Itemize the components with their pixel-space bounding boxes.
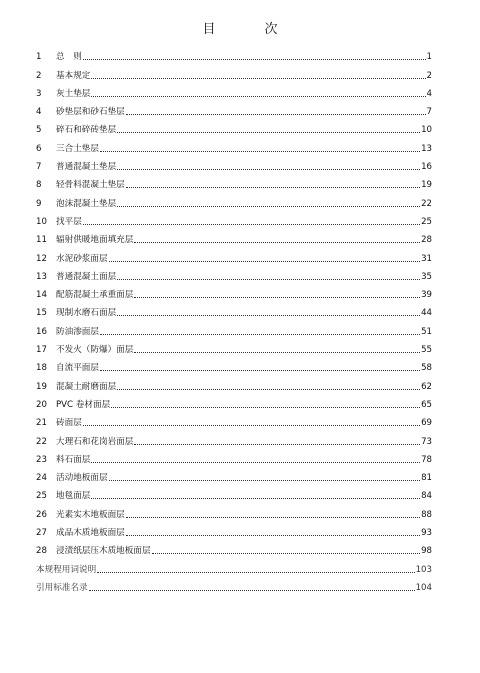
dot-leader <box>111 406 420 408</box>
toc-entry-page-number: 69 <box>421 418 432 429</box>
toc-entry-title: 浸渍纸层压木质地板面层 <box>56 546 151 557</box>
toc-entry-title: 自流平面层 <box>56 363 99 374</box>
toc-entry-number: 17 <box>36 345 47 356</box>
toc-entry-number: 20 <box>36 399 47 410</box>
toc-entry-page-number: 4 <box>426 88 432 99</box>
toc-entry-number: 7 <box>36 162 42 173</box>
toc-entry-number: 11 <box>36 235 47 246</box>
toc-entry-page-number: 58 <box>421 363 432 374</box>
toc-entry-number: 1 <box>36 52 42 63</box>
toc-entry-page-number: 55 <box>421 345 432 356</box>
toc-entry-page-number: 28 <box>421 235 432 246</box>
dot-leader <box>100 333 420 335</box>
dot-leader <box>100 150 420 152</box>
toc-entry-title: 现制水磨石面层 <box>56 308 117 319</box>
toc-entry-page-number: 35 <box>421 271 432 282</box>
toc-entry-page-number: 65 <box>421 399 432 410</box>
toc-entry[interactable] <box>36 44 432 62</box>
dot-leader <box>91 461 420 463</box>
toc-entry-title: 光素实木地板面层 <box>56 509 125 520</box>
toc-entry-number: 6 <box>36 143 42 154</box>
dot-leader <box>126 186 420 188</box>
toc-entry-number: 13 <box>36 271 47 282</box>
toc-entry-number: 10 <box>36 216 47 227</box>
dot-leader <box>134 296 420 298</box>
toc-entry-title: 防油渗面层 <box>56 326 99 337</box>
toc-entry-number: 12 <box>36 253 47 264</box>
toc-entry-number: 15 <box>36 308 47 319</box>
table-of-contents <box>36 44 432 593</box>
toc-entry[interactable] <box>36 135 432 153</box>
toc-entry[interactable] <box>36 117 432 135</box>
dot-leader <box>91 77 425 79</box>
toc-entry[interactable] <box>36 373 432 391</box>
toc-entry-number: 9 <box>36 198 42 209</box>
toc-entry-page-number: 31 <box>421 253 432 264</box>
toc-entry-title: 料石面层 <box>56 454 91 465</box>
toc-entry[interactable] <box>36 520 432 538</box>
dot-leader <box>89 589 415 591</box>
toc-entry-title: 基本规定 <box>56 70 91 81</box>
toc-entry-title: 普通混凝土面层 <box>56 271 117 282</box>
toc-entry-page-number: 19 <box>421 180 432 191</box>
toc-entry-title: 砂垫层和砂石垫层 <box>56 107 125 118</box>
toc-entry-number: 5 <box>36 125 42 136</box>
toc-entry-number: 14 <box>36 290 47 301</box>
toc-entry-title: 大理石和花岗岩面层 <box>56 436 134 447</box>
toc-entry-number: 25 <box>36 491 47 502</box>
toc-entry-page-number: 62 <box>421 381 432 392</box>
dot-leader <box>117 205 420 207</box>
dot-leader <box>117 131 420 133</box>
toc-entry-page-number: 13 <box>421 143 432 154</box>
dot-leader <box>126 516 420 518</box>
toc-entry-title: 辐射供暖地面填充层 <box>56 235 134 246</box>
toc-entry-title: 普通混凝土垫层 <box>56 162 117 173</box>
toc-entry-page-number: 78 <box>421 454 432 465</box>
toc-entry-number: 26 <box>36 509 47 520</box>
toc-entry[interactable] <box>36 172 432 190</box>
toc-entry-title: 地毯面层 <box>56 491 91 502</box>
toc-entry-title: 砖面层 <box>56 418 82 429</box>
dot-leader <box>91 497 420 499</box>
dot-leader <box>109 260 420 262</box>
dot-leader <box>83 424 420 426</box>
toc-entry-page-number: 7 <box>426 107 432 118</box>
toc-entry-title: 找平层 <box>56 216 82 227</box>
toc-appendix-entry[interactable] <box>36 556 432 574</box>
toc-entry[interactable] <box>36 99 432 117</box>
toc-entry-number: 21 <box>36 418 47 429</box>
toc-entry[interactable] <box>36 190 432 208</box>
toc-entry-page-number: 88 <box>421 509 432 520</box>
toc-entry[interactable] <box>36 62 432 80</box>
toc-entry-page-number: 98 <box>421 546 432 557</box>
toc-entry[interactable] <box>36 245 432 263</box>
toc-entry-title: 水泥砂浆面层 <box>56 253 108 264</box>
toc-entry[interactable] <box>36 81 432 99</box>
toc-entry-title: 本规程用词说明 <box>36 564 97 575</box>
toc-entry-page-number: 16 <box>421 162 432 173</box>
toc-entry-title: 碎石和碎砖垫层 <box>56 125 117 136</box>
dot-leader <box>117 278 420 280</box>
dot-leader <box>109 479 420 481</box>
toc-entry-page-number: 2 <box>426 70 432 81</box>
dot-leader <box>97 571 414 573</box>
toc-entry-title: 三合土垫层 <box>56 143 99 154</box>
toc-entry[interactable] <box>36 209 432 227</box>
toc-entry[interactable] <box>36 465 432 483</box>
toc-entry-number: 27 <box>36 528 47 539</box>
toc-entry-page-number: 93 <box>421 528 432 539</box>
toc-entry-title: 总 则 <box>56 52 82 63</box>
toc-entry[interactable] <box>36 392 432 410</box>
toc-entry-number: 2 <box>36 70 42 81</box>
toc-entry-title: 不发火（防爆）面层 <box>56 345 134 356</box>
dot-leader <box>134 443 420 445</box>
toc-entry[interactable] <box>36 282 432 300</box>
toc-entry[interactable] <box>36 227 432 245</box>
toc-entry[interactable] <box>36 318 432 336</box>
toc-entry-page-number: 1 <box>426 52 432 63</box>
toc-entry-number: 3 <box>36 88 42 99</box>
toc-entry-title: 混凝土耐磨面层 <box>56 381 117 392</box>
toc-entry-number: 16 <box>36 326 47 337</box>
toc-entry[interactable] <box>36 264 432 282</box>
dot-leader <box>83 223 420 225</box>
dot-leader <box>91 95 425 97</box>
toc-entry-title: 成品木质地板面层 <box>56 528 125 539</box>
toc-entry-number: 24 <box>36 473 47 484</box>
toc-entry-title: PVC 卷材面层 <box>56 399 111 410</box>
toc-entry[interactable] <box>36 501 432 519</box>
toc-entry-title: 引用标准名录 <box>36 582 88 593</box>
toc-entry-page-number: 22 <box>421 198 432 209</box>
dot-leader <box>134 351 420 353</box>
toc-entry[interactable] <box>36 483 432 501</box>
toc-entry[interactable] <box>36 410 432 428</box>
toc-entry-number: 23 <box>36 454 47 465</box>
dot-leader <box>83 58 426 60</box>
toc-entry-title: 活动地板面层 <box>56 473 108 484</box>
toc-entry[interactable] <box>36 337 432 355</box>
toc-entry-page-number: 10 <box>421 125 432 136</box>
toc-entry-page-number: 44 <box>421 308 432 319</box>
toc-entry-number: 22 <box>36 436 47 447</box>
toc-entry-number: 19 <box>36 381 47 392</box>
page-title: 目 次 <box>202 22 296 37</box>
toc-entry-page-number: 51 <box>421 326 432 337</box>
dot-leader <box>100 369 420 371</box>
toc-entry-page-number: 84 <box>421 491 432 502</box>
toc-entry[interactable] <box>36 154 432 172</box>
toc-entry-number: 4 <box>36 107 42 118</box>
toc-entry-page-number: 25 <box>421 216 432 227</box>
toc-entry-page-number: 39 <box>421 290 432 301</box>
dot-leader <box>152 552 421 554</box>
toc-appendix-entry[interactable] <box>36 575 432 593</box>
toc-entry[interactable] <box>36 538 432 556</box>
toc-entry-number: 18 <box>36 363 47 374</box>
dot-leader <box>117 388 420 390</box>
toc-entry[interactable] <box>36 447 432 465</box>
toc-entry[interactable] <box>36 300 432 318</box>
toc-entry-page-number: 81 <box>421 473 432 484</box>
dot-leader <box>134 241 420 243</box>
toc-entry[interactable] <box>36 428 432 446</box>
toc-entry-number: 28 <box>36 546 47 557</box>
toc-entry-title: 配筋混凝土承重面层 <box>56 290 134 301</box>
dot-leader <box>117 168 420 170</box>
toc-entry-title: 泡沫混凝土垫层 <box>56 198 117 209</box>
toc-entry[interactable] <box>36 355 432 373</box>
toc-entry-page-number: 103 <box>415 564 432 575</box>
dot-leader <box>126 534 420 536</box>
dot-leader <box>126 113 426 115</box>
dot-leader <box>117 314 420 316</box>
toc-entry-title: 灰土垫层 <box>56 88 91 99</box>
toc-entry-page-number: 73 <box>421 436 432 447</box>
toc-entry-title: 轻骨料混凝土垫层 <box>56 180 125 191</box>
toc-entry-number: 8 <box>36 180 42 191</box>
toc-entry-page-number: 104 <box>415 582 432 593</box>
